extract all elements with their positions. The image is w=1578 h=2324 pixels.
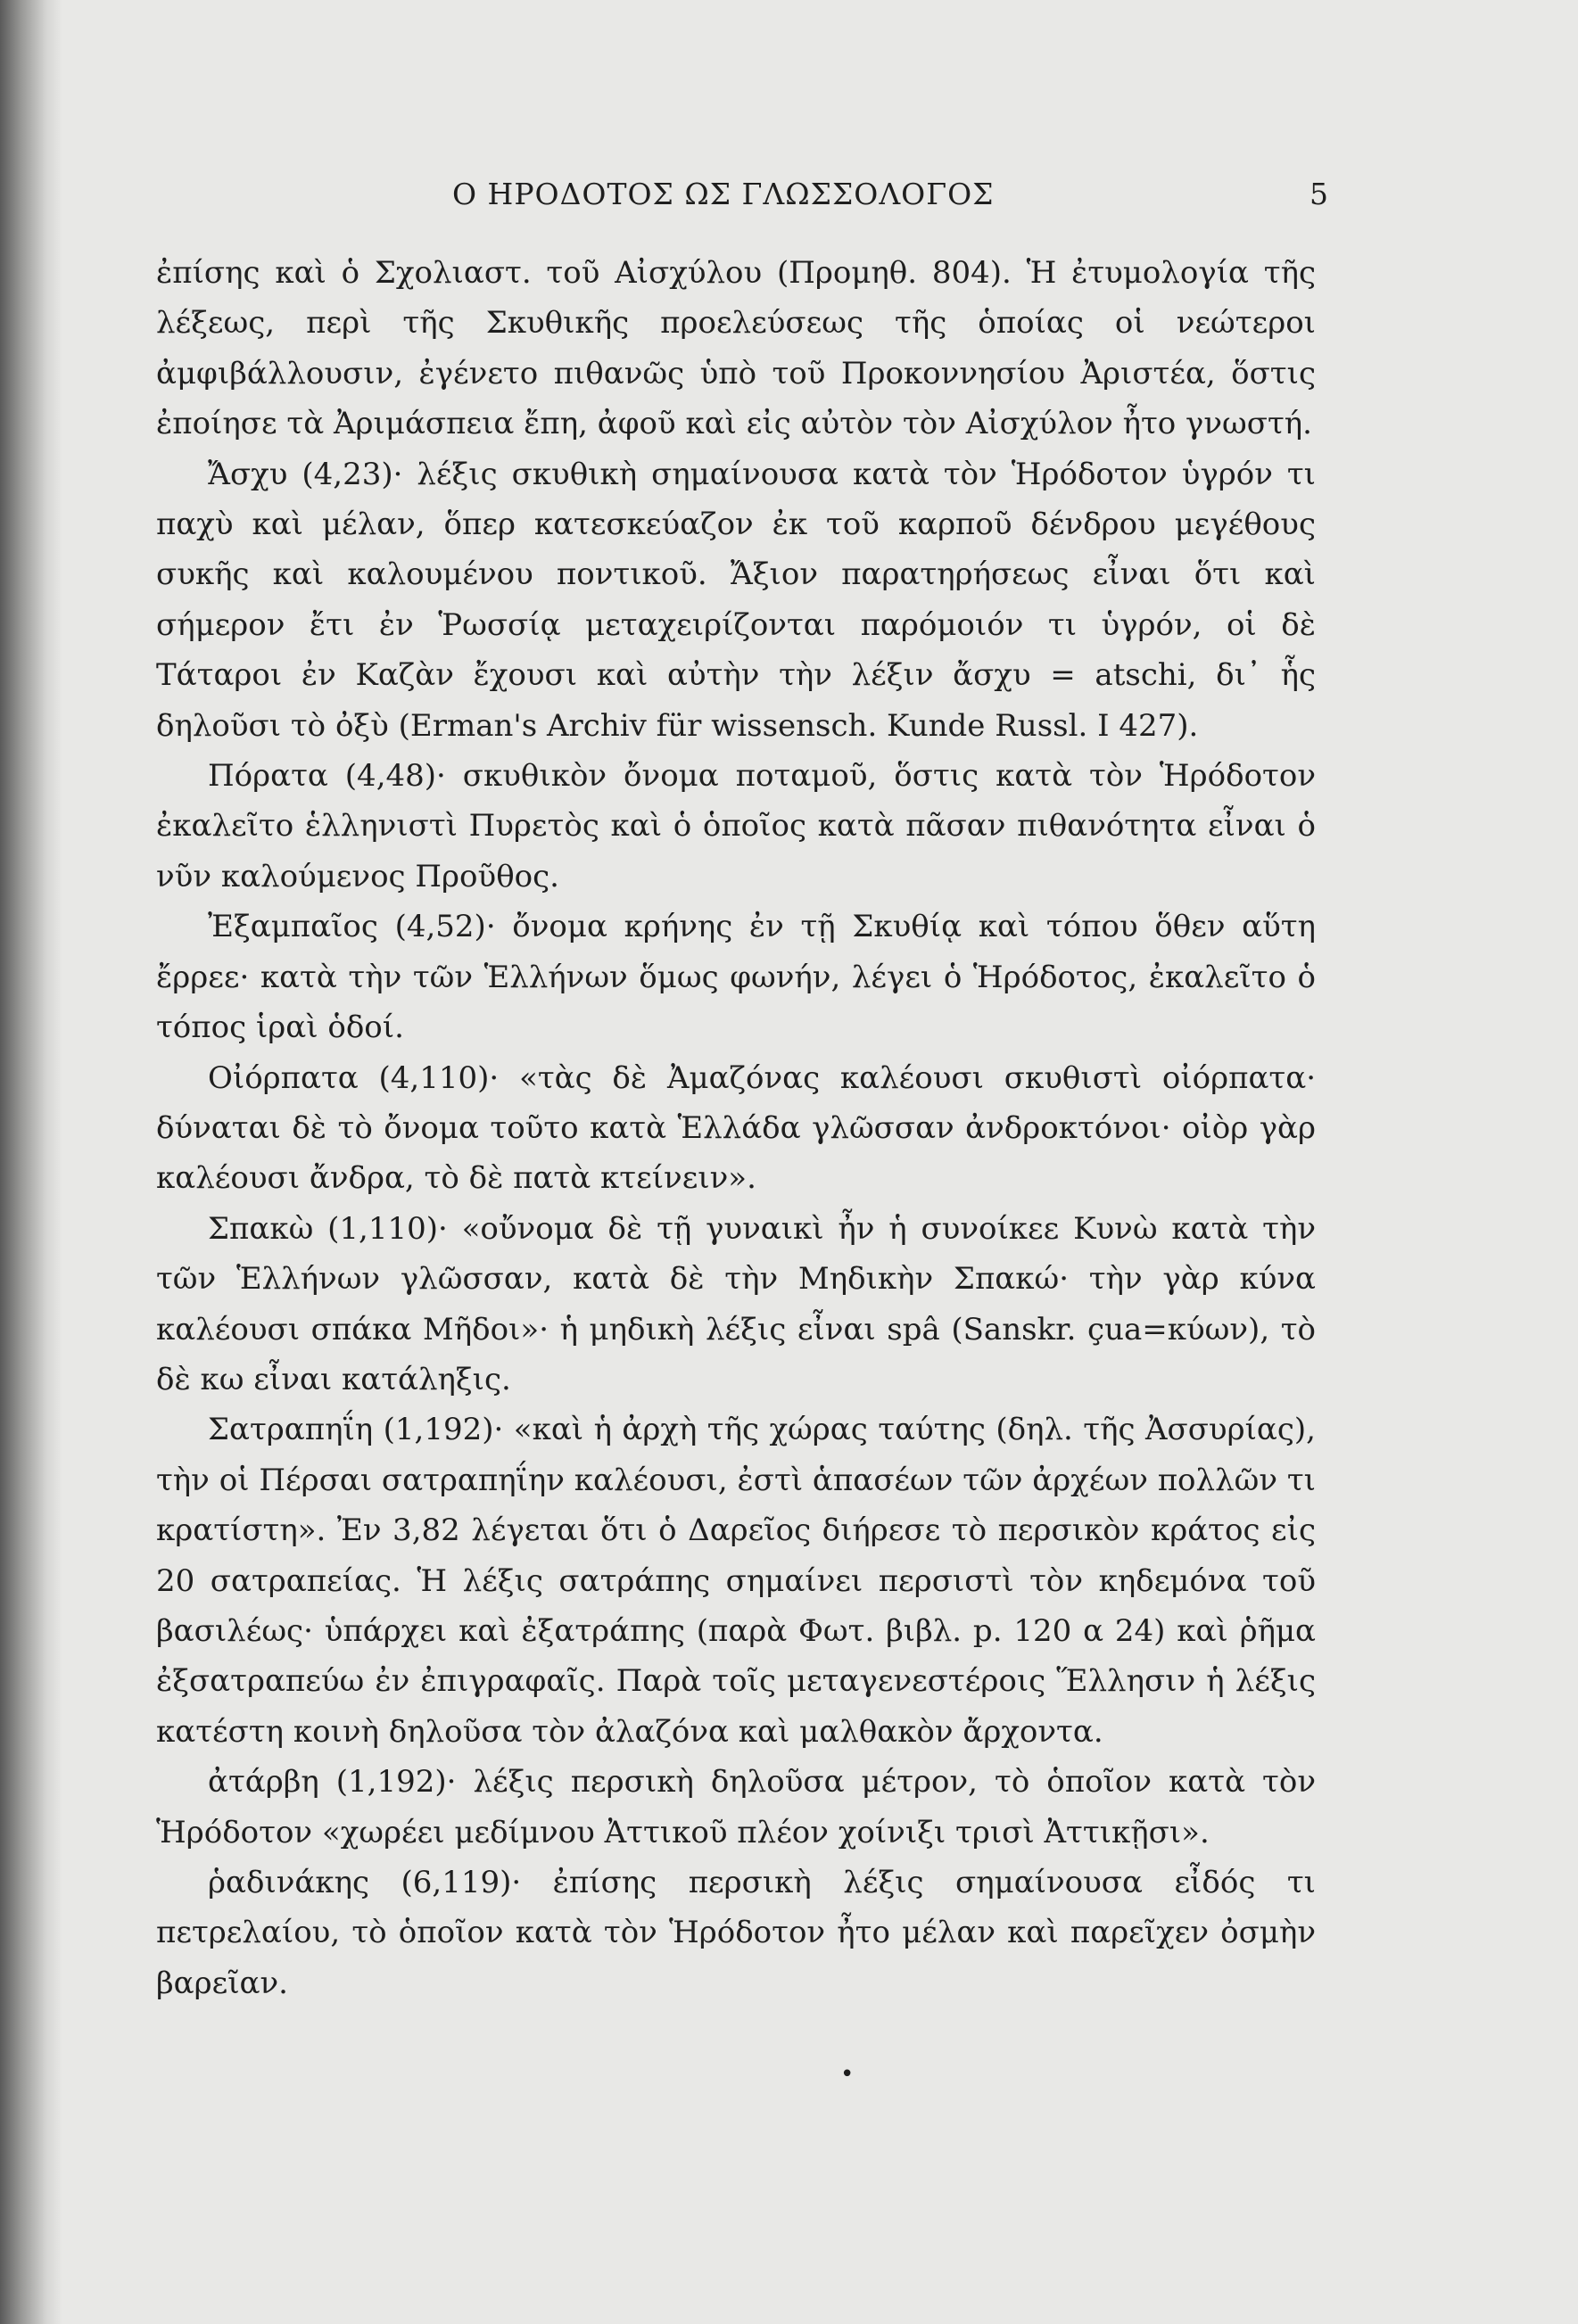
body-text [156, 248, 1316, 2008]
entry-radinakes: ῥαδινάκης (6,119)· ἐπίσης περσικὴ λέξις σημαίνουσα εἶδός τι πετρελαίου, τὸ ὁποῖον κατὰ τὸν Ἡρόδοτον ἦτο μέλαν καὶ παρεῖχεν ὀσμὴν βαρεῖαν. [156, 1865, 1316, 2001]
binding-gutter-shadow [0, 0, 62, 2324]
stray-dot-mark: • [840, 2061, 855, 2088]
entry-satrapeie: Σατραπηΐη (1,192)· «καὶ ἡ ἀρχὴ τῆς χώρας ταύτης (δηλ. τῆς Ἀσσυρίας), τὴν οἱ Πέρσαι σατραπηΐην καλέουσι, ἐστὶ ἁπασέων τῶν ἀρχέων πολλῶν τι κρατίστη». Ἐν 3,82 λέγεται ὅτι ὁ Δαρεῖος διήρεσε τὸ περσικὸν κράτος εἰς 20 σατραπείας. Ἡ λέξις σατράπης σημαίνει περσιστὶ τὸν κηδεμόνα τοῦ βασιλέως· ὑπάρχει καὶ ἐξατράπης (παρὰ Φωτ. βιβλ. p. 120 α 24) καὶ ῥῆμα ἐξσατραπεύω ἐν ἐπιγραφαῖς. Παρὰ τοῖς μεταγενεστέροις Ἕλλησιν ἡ λέξις κατέστη κοινὴ δηλοῦσα τὸν ἀλαζόνα καὶ μαλθακὸν ἄρχοντα. [156, 1412, 1316, 1750]
entry-oiorpata: Οἰόρπατα (4,110)· «τὰς δὲ Ἀμαζόνας καλέουσι σκυθιστὶ οἰόρπατα· δύναται δὲ τὸ ὄνομα τοῦτο κατὰ Ἑλλάδα γλῶσσαν ἀνδροκτόνοι· οἰὸρ γὰρ καλέουσι ἄνδρα, τὸ δὲ πατὰ κτείνειν». [156, 1059, 1316, 1197]
paragraph-continuation: ἐπίσης καὶ ὁ Σχολιαστ. τοῦ Αἰσχύλου (Προμηθ. 804). Ἡ ἐτυμολογία τῆς λέξεως, περὶ τῆς Σκυθικῆς προελεύσεως τῆς ὁποίας οἱ νεώτεροι ἀμφιβάλλουσιν, ἐγένετο πιθανῶς ὑπὸ τοῦ Προκοννησίου Ἀριστέα, ὅστις ἐποίησε τὰ Ἀριμάσπεια ἔπη, ἀφοῦ καὶ εἰς αὐτὸν τὸν Αἰσχύλον ἦτο γνωστή. [156, 255, 1316, 442]
entry-spako: Σπακὼ (1,110)· «οὔνομα δὲ τῇ γυναικὶ ἦν ἡ συνοίκεε Κυνὼ κατὰ τὴν τῶν Ἑλλήνων γλῶσσαν, κατὰ δὲ τὴν Μηδικὴν Σπακώ· τὴν γὰρ κύνα καλέουσι σπάκα Μῆδοι»· ἡ μηδικὴ λέξις εἶναι spâ (Sanskr. çua=κύων), τὸ δὲ κω εἶναι κατάληξις. [156, 1210, 1316, 1397]
entry-atarbe: ἀτάρβη (1,192)· λέξις περσικὴ δηλοῦσα μέτρον, τὸ ὁποῖον κατὰ τὸν Ἡρόδοτον «χωρέει μεδίμνου Ἀττικοῦ πλέον χοίνιξι τρισὶ Ἀττικῇσι». [156, 1764, 1316, 1850]
entry-porata: Πόρατα (4,48)· σκυθικὸν ὄνομα ποταμοῦ, ὅστις κατὰ τὸν Ἡρόδοτον ἐκαλεῖτο ἑλληνιστὶ Πυρετὸς καὶ ὁ ὁποῖος κατὰ πᾶσαν πιθανότητα εἶναι ὁ νῦν καλούμενος Προῦθος. [156, 758, 1316, 894]
book-page [156, 177, 1329, 2008]
entry-asxy: Ἄσχυ (4,23)· λέξις σκυθικὴ σημαίνουσα κατὰ τὸν Ἡρόδοτον ὑγρόν τι παχὺ καὶ μέλαν, ὅπερ κατεσκεύαζον ἐκ τοῦ καρποῦ δένδρου μεγέθους συκῆς καὶ καλουμένου ποντικοῦ. Ἄξιον παρατηρήσεως εἶναι ὅτι καὶ σήμερον ἔτι ἐν Ῥωσσίᾳ μεταχειρίζονται παρόμοιόν τι ὑγρόν, οἱ δὲ Τάταροι ἐν Καζὰν ἔχουσι καὶ αὐτὴν τὴν λέξιν ἄσχυ = atschi, δι᾽ ἧς δηλοῦσι τὸ ὀξὺ (Erman's Archiv für wissensch. Kunde Russl. I 427). [156, 456, 1316, 744]
page-number: 5 [1309, 177, 1329, 211]
entry-exampaios: Ἐξαμπαῖος (4,52)· ὄνομα κρήνης ἐν τῇ Σκυθίᾳ καὶ τόπου ὅθεν αὕτη ἔρρεε· κατὰ τὴν τῶν Ἑλλήνων ὅμως φωνήν, λέγει ὁ Ἡρόδοτος, ἐκαλεῖτο ὁ τόπος ἱραὶ ὁδοί. [156, 909, 1316, 1046]
running-head [156, 177, 1329, 230]
running-title: Ο ΗΡΟΔΟΤΟΣ ΩΣ ΓΛΩΣΣΟΛΟΓΟΣ [452, 177, 995, 211]
